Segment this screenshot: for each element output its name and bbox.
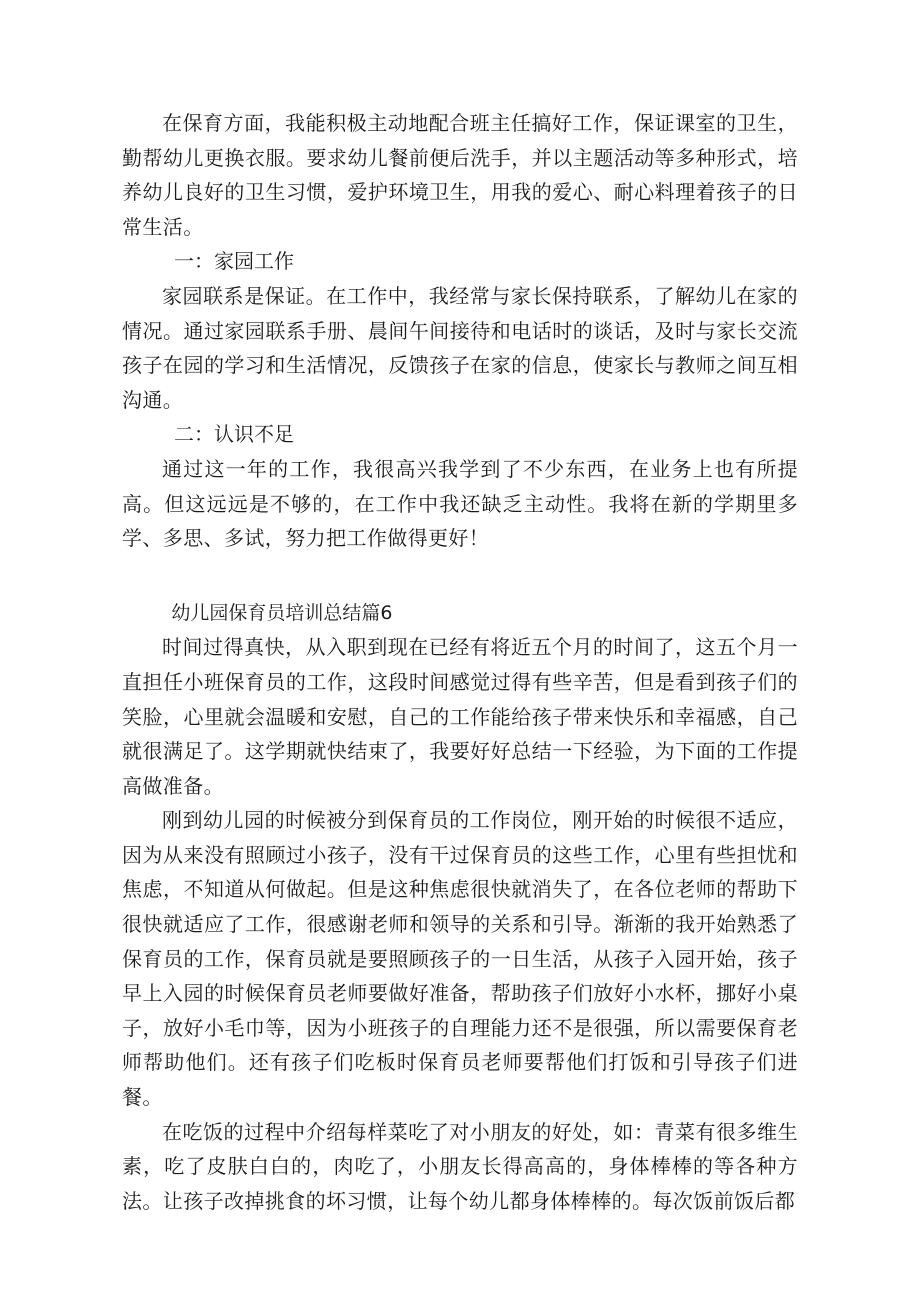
paragraph-home-work: 家园联系是保证。在工作中，我经常与家长保持联系，了解幼儿在家的情况。通过家园联系手册、晨间午间接待和电话时的谈话，及时与家长交流孩子在园的学习和生活情况，反馈孩子在家的信息，使家长与教师之间互相沟通。: [122, 283, 798, 412]
paragraph-hygiene: 在保育方面，我能积极主动地配合班主任搞好工作，保证课室的卫生，勤帮幼儿更换衣服。要求幼儿餐前便后洗手，并以主题活动等多种形式，培养幼儿良好的卫生习惯，爱护环境卫生，用我的爱心、耐心料理着孩子的日常生活。: [122, 111, 798, 239]
section-title: 幼儿园保育员培训总结篇6: [171, 601, 393, 624]
paragraph-adaptation: 刚到幼儿园的时候被分到保育员的工作岗位，刚开始的时候很不适应，因为从来没有照顾过小孩子，没有干过保育员的这些工作，心里有些担忧和焦虑，不知道从何做起。但是这种焦虑很快就消失了，在各位老师的帮助下很快就适应了工作，很感谢老师和领导的关系和引导。渐渐的我开始熟悉了保育员的工作，保育员就是要照顾孩子的一日生活，从孩子入园开始，孩子早上入园的时候保育员老师要做好准备，帮助孩子们放好小水杯，挪好小桌子，放好小毛巾等，因为小班孩子的自理能力还不是很强，所以需要保育老师帮助他们。还有孩子们吃板时保育员老师要帮他们打饭和引导孩子们进餐。: [122, 808, 798, 1110]
paragraph-shortfall: 通过这一年的工作，我很高兴我学到了不少东西，在业务上也有所提高。但这远远是不够的，在工作中我还缺乏主动性。我将在新的学期里多学、多思、多试，努力把工作做得更好！: [122, 456, 798, 551]
document-page: [122, 106, 798, 1218]
paragraph-meals: 在吃饭的过程中介绍每样菜吃了对小朋友的好处，如：青菜有很多维生素，吃了皮肤白白的，肉吃了，小朋友长得高高的，身体棒棒的等各种方法。让孩子改掉挑食的坏习惯，让每个幼儿都身体棒棒的。每次饭前饭后都: [122, 1119, 798, 1213]
heading-home-work: 一：家园工作: [174, 249, 294, 274]
paragraph-intro: 时间过得真快，从入职到现在已经有将近五个月的时间了，这五个月一直担任小班保育员的工作，这段时间感觉过得有些辛苦，但是看到孩子们的笑脸，心里就会温暖和安慰，自己的工作能给孩子带来快乐和幸福感，自己就很满足了。这学期就快结束了，我要好好总结一下经验，为下面的工作提高做准备。: [122, 635, 798, 798]
heading-shortfall: 二：认识不足: [174, 422, 294, 447]
